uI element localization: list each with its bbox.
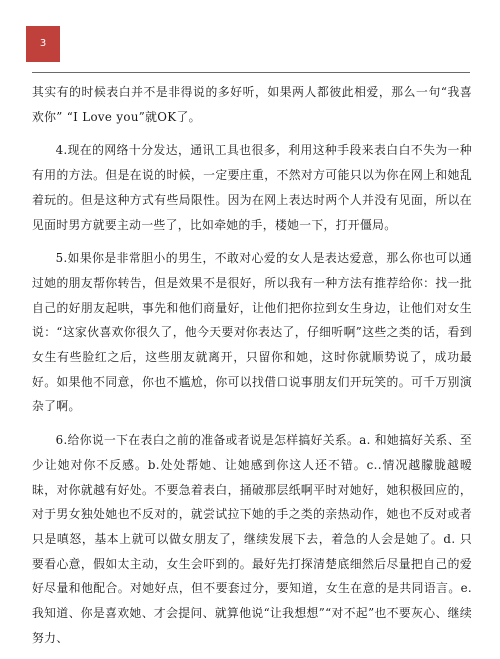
paragraph-intro: 其实有的时候表白并不是非得说的多好听，如果两人都彼此相爱，那么一句“我喜欢你” “I Love you”就OK了。 (32, 85, 472, 124)
paragraph-item-4: 4.现在的网络十分发达，通讯工具也很多，利用这种手段来表白白不失为一种有用的方法。但是在说的时候，一定要庄重，不然对方可能只以为你在网上和她乱着玩的。但是这种方式有些局限性。因为在网上表达时两个人并没有见面，所以在见面时男方就要主动一些了，比如牵她的手，楼她一下，打开僵局。 (32, 143, 472, 232)
document-body (32, 80, 472, 659)
paragraph-item-6: 6.给你说一下在表白之前的准备或者说是怎样搞好关系。a. 和她搞好关系、至少让她对你不反感。b.处处帮她、让她感到你这人还不错。c..情况越朦胧越暧昧，对你就越有好处。不要急着表白，捅破那层纸啊平时对她好，她积极回应的，对于男女独处她也不反对的，就尝试拉下她的手之类的亲热动作，她也不反对或者只是嗔怒，基本上就可以做女朋友了，继续发展下去，着急的人会是她了。d. 只要看心意，假如太主动，女生会吓到的。最好先打探清楚底细然后尽量把自己的爱好尽量和他配合。对她好点，但不要套过分，要知道，女生在意的是共同语言。e. 我知道、你是喜欢她、才会提问、就算他说“让我想想”“对不起”也不要灰心、继续努力、 (32, 433, 472, 645)
paragraph-item-5: 5.如果你是非常胆小的男生，不敢对心爱的女人是表达爱意，那么你也可以通过她的朋友帮你转告，但是效果不是很好，所以我有一种方法有推荐给你：找一批自己的好朋友起哄，事先和他们商量好，让他们把你拉到女生身边，让他们对女生说：“这家伙喜欢你很久了，他今天要对你表达了，仔细听啊”这些之类的话，看到女生有些脸红之后，这些朋友就离开，只留你和她，这时你就顺势说了，成功最好。如果他不同意，你也不尴尬，你可以找借口说事朋友们开玩笑的。可千万别演杂了啊。 (32, 251, 472, 414)
page-number: 3 (39, 38, 47, 49)
page-number-badge (26, 26, 60, 62)
header-divider (32, 72, 470, 73)
